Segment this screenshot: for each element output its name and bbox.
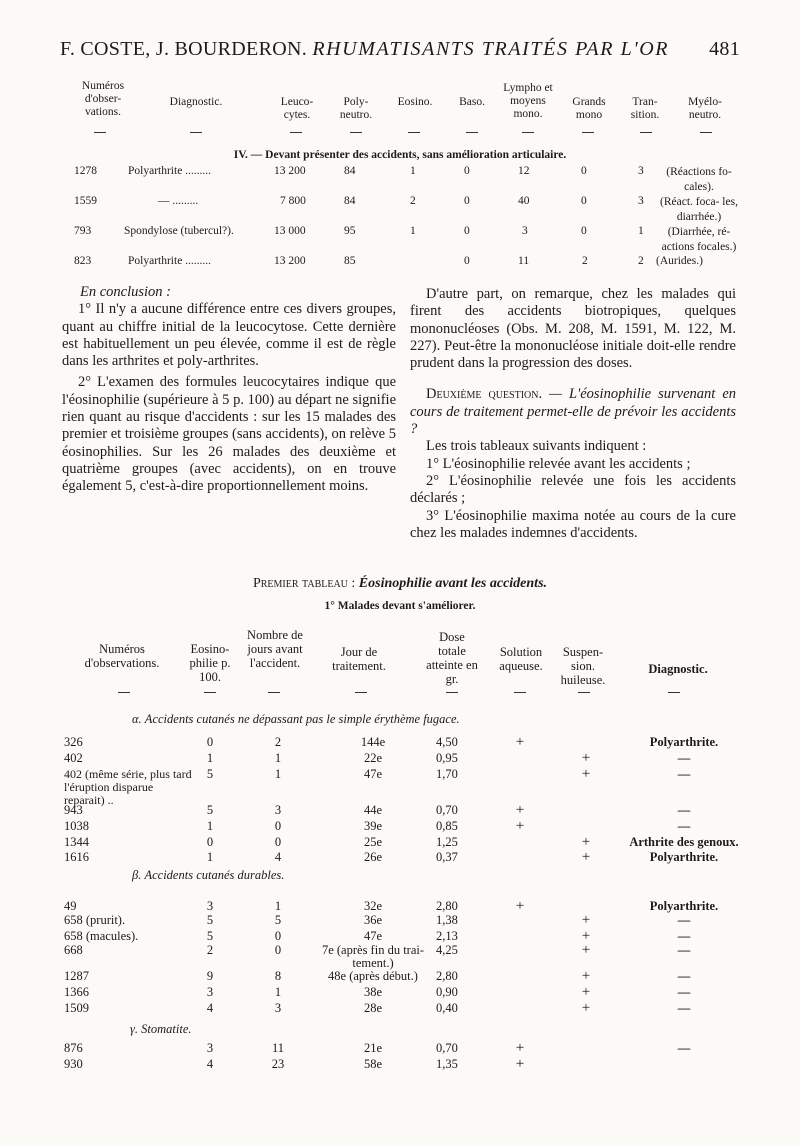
- table-cell: 48e (après début.): [328, 969, 418, 983]
- table-cell: Polyarthrite.: [649, 735, 719, 749]
- list-item: 2° L'éosinophilie relevée une fois les accidents déclarés ;: [410, 472, 736, 507]
- section-gamma: γ. Stomatite.: [130, 1022, 192, 1036]
- table-cell: 44e: [363, 803, 383, 817]
- table-cell: 402: [64, 751, 83, 765]
- table-cell: 0: [274, 929, 282, 943]
- table-cell: 0: [206, 835, 214, 849]
- table-cell: +: [581, 968, 591, 984]
- table-cell: 5: [206, 803, 214, 817]
- table-cell: 3: [274, 803, 282, 817]
- table-cell: 4: [206, 1001, 214, 1015]
- table-cell: 39e: [363, 819, 383, 833]
- table-cell: 11: [271, 1041, 285, 1055]
- col-header-diagnostic: Diagnostic.: [648, 662, 708, 676]
- table-cell: 3: [274, 1001, 282, 1015]
- list-item: 1° L'éosinophilie relevée avant les accidents ;: [426, 455, 691, 472]
- table-cell: 5: [206, 929, 214, 943]
- table-cell: 0,40: [436, 1001, 458, 1015]
- table-cell: 1: [206, 751, 214, 765]
- dash: [408, 132, 420, 133]
- col-header-suspension: Suspen- sion. huileuse.: [560, 645, 606, 687]
- table-cell: —: [677, 943, 691, 957]
- table-cell: 47e: [363, 767, 383, 781]
- question-text: — L'éosinophilie survenant en cours de traitement permet-elle de prévoir les accidents ?: [410, 386, 737, 438]
- table-cell: 1: [274, 767, 282, 781]
- table-cell: —: [677, 985, 691, 999]
- table-cell: 1,38: [436, 913, 458, 927]
- table-cell: 1,70: [436, 767, 458, 781]
- table-cell: 0,37: [436, 850, 458, 864]
- col-header-lympho: Lympho et moyens mono.: [503, 82, 553, 120]
- dash: [355, 692, 367, 693]
- table-cell: 1344: [64, 835, 89, 849]
- table-cell: 402 (même série, plus tard l'éruption disparue reparait) ..: [64, 767, 192, 807]
- paragraph: Les trois tableaux suivants indiquent :: [426, 438, 647, 455]
- table-cell: 0,85: [436, 819, 458, 833]
- table-cell: +: [515, 734, 525, 750]
- table-cell: 3: [206, 1041, 214, 1055]
- section-alpha: α. Accidents cutanés ne dépassant pas le simple érythème fugace.: [132, 712, 460, 726]
- table2-subtitle: 1° Malades devant s'améliorer.: [324, 600, 476, 612]
- question-label: Deuxième question.: [426, 386, 543, 403]
- header-authors: F. COSTE, J. BOURDERON.: [60, 38, 307, 60]
- table-cell: +: [515, 1040, 525, 1056]
- table-cell: 3: [206, 899, 214, 913]
- table-cell: +: [581, 942, 591, 958]
- table-cell: 47e: [363, 929, 383, 943]
- dash: [268, 692, 280, 693]
- table-cell: +: [581, 766, 591, 782]
- dash: [446, 692, 458, 693]
- table-cell: 0: [274, 835, 282, 849]
- col-header-grands-mono: Grands mono: [572, 96, 606, 121]
- table-row: 823 Polyarthrite ......... 13 200 85 0 11 2 2 (Aurides.): [74, 255, 703, 267]
- table-cell: +: [581, 912, 591, 928]
- table-cell: 58e: [363, 1057, 383, 1071]
- table-cell: 2: [274, 735, 282, 749]
- table-cell: —: [677, 1041, 691, 1055]
- table-cell: 1: [206, 819, 214, 833]
- table-cell: 1: [274, 899, 282, 913]
- table-cell: 38e: [363, 985, 383, 999]
- table-cell: 25e: [363, 835, 383, 849]
- table-cell: 930: [64, 1057, 83, 1071]
- table-cell: 0,95: [436, 751, 458, 765]
- table-cell: —: [677, 767, 691, 781]
- table-row: 793 Spondylose (tubercul?). 13 000 95 1 0 3 0 1 (Diarrhée, ré- actions focales.): [74, 225, 737, 253]
- table-cell: +: [515, 1056, 525, 1072]
- dash: [578, 692, 590, 693]
- table-row: 1559 — ......... 7 800 84 2 0 40 0 3 (Réact. foca- les, diarrhée.): [74, 195, 738, 223]
- col-header-leucocytes: Leuco- cytes.: [280, 96, 314, 121]
- table-cell: +: [581, 750, 591, 766]
- table-cell: 7e (après fin du trai- tement.): [321, 943, 425, 970]
- table1-section-title: IV. — Devant présenter des accidents, sans amélioration articulaire.: [233, 149, 567, 161]
- table-cell: Arthrite des genoux.: [629, 835, 739, 849]
- table-cell: 943: [64, 803, 83, 817]
- table-cell: Polyarthrite.: [649, 899, 719, 913]
- col-header-transition: Tran- sition.: [630, 96, 660, 121]
- dash: [204, 692, 216, 693]
- table-cell: +: [581, 849, 591, 865]
- table-cell: 5: [274, 913, 282, 927]
- table-cell: +: [581, 1000, 591, 1016]
- table-cell: 0: [274, 943, 282, 957]
- dash: [190, 132, 202, 133]
- table-cell: 4: [274, 850, 282, 864]
- table-cell: 21e: [363, 1041, 383, 1055]
- table-cell: 876: [64, 1041, 83, 1055]
- col-header-numeros: Numéros d'observations.: [84, 642, 160, 670]
- table-cell: 1616: [64, 850, 89, 864]
- table-cell: Polyarthrite.: [649, 850, 719, 864]
- table-cell: 326: [64, 735, 83, 749]
- paragraph: 1° Il n'y a aucune différence entre ces divers groupes, quant au chiffre initial de la leucocytose. Cette dernière est habituellement un peu élevée, comme il est de règle dans les arthrites et poly-arthrites.: [62, 301, 396, 370]
- col-header-jour-traitement: Jour de traitement.: [332, 645, 386, 673]
- table-cell: 5: [206, 767, 214, 781]
- table-cell: 22e: [363, 751, 383, 765]
- table-cell: 1287: [64, 969, 89, 983]
- paragraph: 2° L'examen des formules leucocytaires indique que l'éosinophilie (supérieure à 5 p. 100) au départ ne signifie rien quant au risque d'accidents : sur les 15 malades des premier et troisième groupes (sans accidents), on relève 5 éosinophilies. Sur les 26 malades des deuxième et quatrième groupes (avec accidents), on en trouve également 5, c'est-à-dire proportionnellement moins.: [62, 374, 396, 495]
- table-cell: 1,35: [436, 1057, 458, 1071]
- dash: [466, 132, 478, 133]
- table-cell: —: [677, 751, 691, 765]
- col-header-myelo: Myélo- neutro.: [688, 96, 722, 121]
- table-row: 1278 Polyarthrite ......... 13 200 84 1 0 12 0 3 (Réactions fo- cales).: [74, 165, 732, 193]
- table-cell: +: [515, 898, 525, 914]
- table-cell: 49: [64, 899, 77, 913]
- table-cell: 1509: [64, 1001, 89, 1015]
- table-cell: 5: [206, 913, 214, 927]
- table-cell: 658 (prurit).: [64, 913, 126, 927]
- dash: [522, 132, 534, 133]
- table-cell: 2: [206, 943, 214, 957]
- table-cell: —: [677, 969, 691, 983]
- table-cell: 28e: [363, 1001, 383, 1015]
- table-cell: +: [581, 984, 591, 1000]
- table-cell: 36e: [363, 913, 383, 927]
- table-cell: 0,90: [436, 985, 458, 999]
- dash: [514, 692, 526, 693]
- table-cell: 144e: [360, 735, 386, 749]
- table-cell: +: [515, 818, 525, 834]
- col-header-dose: Dose totale atteinte en gr.: [426, 630, 478, 686]
- section-beta: β. Accidents cutanés durables.: [132, 868, 285, 882]
- col-header-diagnostic: Diagnostic.: [169, 96, 223, 108]
- dash: [350, 132, 362, 133]
- table-cell: 1: [274, 751, 282, 765]
- table-cell: 0: [206, 735, 214, 749]
- right-column: [410, 286, 736, 542]
- table-cell: +: [581, 834, 591, 850]
- table-cell: +: [515, 802, 525, 818]
- table-cell: 32e: [363, 899, 383, 913]
- question-paragraph: [410, 386, 736, 438]
- col-header-nombre-jours: Nombre de jours avant l'accident.: [247, 628, 303, 670]
- table-cell: 2,80: [436, 969, 458, 983]
- table-cell: 0: [274, 819, 282, 833]
- page-number: 481: [709, 38, 740, 60]
- table2-title: Premier tableau : Éosinophilie avant les accidents.: [252, 576, 548, 591]
- table-cell: —: [677, 819, 691, 833]
- table-cell: 23: [271, 1057, 285, 1071]
- table-cell: 4,25: [436, 943, 458, 957]
- table-cell: 3: [206, 985, 214, 999]
- table-cell: 0,70: [436, 803, 458, 817]
- table-cell: 8: [274, 969, 282, 983]
- col-header-numeros: Numéros d'obser- vations.: [81, 80, 125, 118]
- table-cell: 0,70: [436, 1041, 458, 1055]
- running-header: [60, 38, 740, 61]
- table-cell: 658 (macules).: [64, 929, 139, 943]
- table-cell: 1,25: [436, 835, 458, 849]
- table-cell: 1038: [64, 819, 89, 833]
- table-cell: +: [581, 928, 591, 944]
- table-cell: 1: [206, 850, 214, 864]
- table-cell: 9: [206, 969, 214, 983]
- table-cell: —: [677, 913, 691, 927]
- col-header-eosino: Eosino.: [397, 96, 433, 108]
- table-cell: 26e: [363, 850, 383, 864]
- col-header-poly: Poly- neutro.: [339, 96, 373, 121]
- col-header-baso: Baso.: [459, 96, 485, 108]
- dash: [94, 132, 106, 133]
- table-cell: —: [677, 929, 691, 943]
- table-cell: 4,50: [436, 735, 458, 749]
- table-cell: 668: [64, 943, 83, 957]
- table-cell: 4: [206, 1057, 214, 1071]
- table-cell: 2,13: [436, 929, 458, 943]
- col-header-eosinophilie: Eosino- philie p. 100.: [189, 642, 231, 684]
- table-cell: 2,80: [436, 899, 458, 913]
- table-cell: —: [677, 1001, 691, 1015]
- dash: [290, 132, 302, 133]
- dash: [668, 692, 680, 693]
- table-cell: —: [677, 803, 691, 817]
- paragraph: D'autre part, on remarque, chez les malades qui firent des accidents biotropiques, quelques mononucléoses (Obs. M. 208, M. 1591, M. 122, M. 227). Peut-être la mononucléose initiale doit-elle rendre prudent dans la progression des doses.: [410, 286, 736, 372]
- dash: [700, 132, 712, 133]
- left-column: [62, 284, 396, 496]
- dash: [582, 132, 594, 133]
- dash: [640, 132, 652, 133]
- col-header-solution: Solution aqueuse.: [499, 645, 543, 673]
- dash: [118, 692, 130, 693]
- table-cell: 1366: [64, 985, 89, 999]
- table-cell: 1: [274, 985, 282, 999]
- header-title: RHUMATISANTS TRAITÉS PAR L'OR: [312, 38, 670, 60]
- list-item: 3° L'éosinophilie maxima notée au cours de la cure chez les malades indemnes d'accidents.: [410, 507, 736, 541]
- conclusion-heading: En conclusion :: [80, 284, 172, 300]
